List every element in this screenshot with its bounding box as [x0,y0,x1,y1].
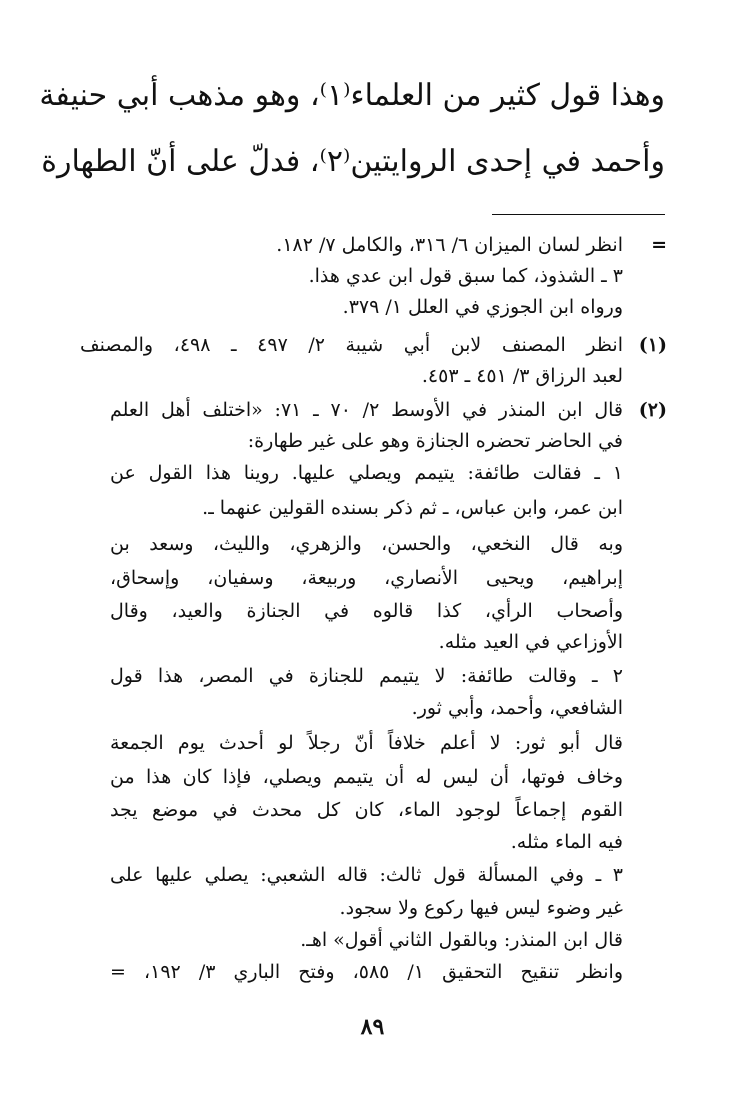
footnote-2-line: ٣ ـ وفي المسألة قول ثالث: قاله الشعبي: يصلي عليها على [110,864,623,886]
footnote-2-line: في الحاضر تحضره الجنازة وهو على غير طهارة: [247,430,623,452]
footnote-2-line: غير وضوء ليس فيها ركوع ولا سجود. [339,897,623,919]
footnote-1-line: لعبد الرزاق ٣/ ٤٥١ ـ ٤٥٣. [421,365,623,387]
footnote-1-marker: (١) [638,334,667,356]
footnote-2-line: وانظر تنقيح التحقيق ١/ ٥٨٥، وفتح الباري ٣/ ١٩٢، = [110,961,623,983]
footnote-2-line: الشافعي، وأحمد، وأبي ثور. [411,697,623,719]
footnote-2-line: قال ابن المنذر: وبالقول الثاني أقول» اهـ. [300,929,623,951]
footnote-2-line: ١ ـ فقالت طائفة: يتيمم ويصلي عليها. روينا هذا القول عن [110,462,623,484]
page-number: ٨٩ [360,1014,385,1040]
footnote-continuation-line: انظر لسان الميزان ٦/ ٣١٦، والكامل ٧/ ١٨٢. [276,234,623,256]
footnote-2-line: فيه الماء مثله. [510,831,623,853]
footnote-2-line: وبه قال النخعي، والحسن، والزهري، والليث، وسعد بن [110,533,623,555]
footnote-2-line: الأوزاعي في العيد مثله. [438,631,623,653]
footnote-2-line: القوم إجماعاً لوجود الماء، كان كل محدث في موضع يجد [110,799,623,821]
footnote-2-line: إبراهيم، ويحيى الأنصاري، وربيعة، وسفيان، وإسحاق، [110,567,623,589]
footnote-2-line: وأصحاب الرأي، كذا قالوه في الجنازة والعيد، وقال [110,600,623,622]
footnote-2-line: ابن عمر، وابن عباس، ـ ثم ذكر بسنده القولين عنهما ـ. [202,497,623,519]
footnote-2-line: قال أبو ثور: لا أعلم خلافاً أنّ رجلاً لو أحدث يوم الجمعة [110,732,623,754]
footnote-2-marker: (٢) [638,399,667,421]
continuation-marker: = [651,234,667,256]
footnote-continuation-line: ورواه ابن الجوزي في العلل ١/ ٣٧٩. [342,296,623,318]
footnote-separator [492,214,665,215]
main-text-line-1: وهذا قول كثير من العلماء⁽١⁾، وهو مذهب أبي حنيفة [39,78,665,113]
footnote-2-line: وخاف فوتها، أن ليس له أن يتيمم ويصلي، فإذا كان هذا من [110,766,623,788]
footnote-2-line: قال ابن المنذر في الأوسط ٢/ ٧٠ ـ ٧١: «اختلف أهل العلم [110,399,623,421]
footnote-2-line: ٢ ـ وقالت طائفة: لا يتيمم للجنازة في المصر، هذا قول [110,665,623,687]
footnote-continuation-line: ٣ ـ الشذوذ، كما سبق قول ابن عدي هذا. [308,265,623,287]
footnote-1-line: انظر المصنف لابن أبي شيبة ٢/ ٤٩٧ ـ ٤٩٨، والمصنف [80,334,623,356]
main-text-line-2: وأحمد في إحدى الروايتين⁽٢⁾، فدلّ على أنّ الطهارة [41,144,665,179]
